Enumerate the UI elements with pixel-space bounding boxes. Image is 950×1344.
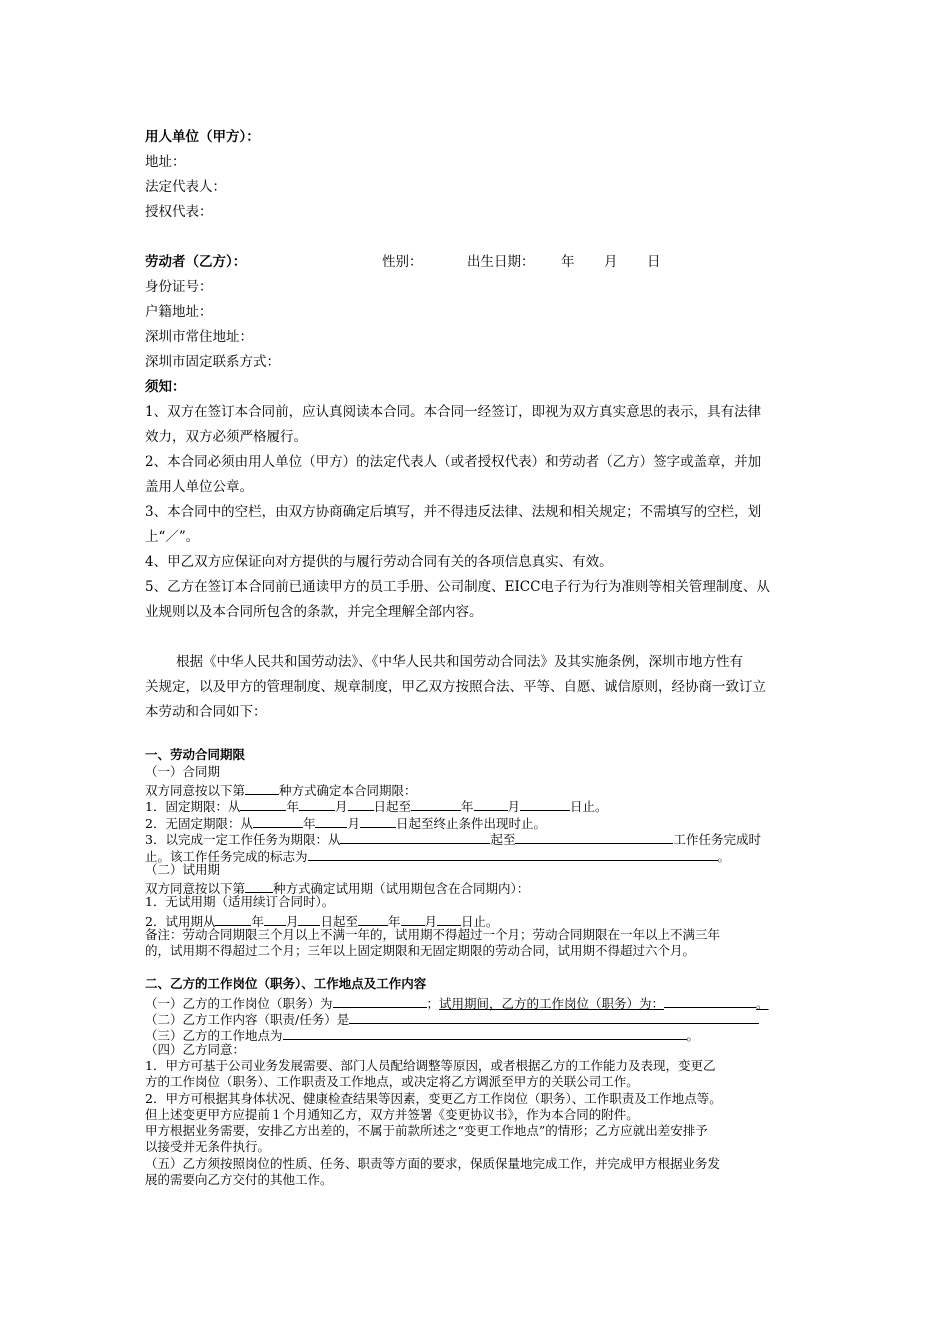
task-start-blank[interactable] — [340, 831, 490, 844]
term-choice-blank[interactable] — [245, 782, 279, 795]
probation-agree-line: 双方同意按以下第 种方式确定试用期（试用期包含在合同期内）： — [145, 881, 530, 896]
preamble-line: 根据《中华人民共和国劳动法》、《中华人民共和国劳动合同法》及其实施条例，深圳市地方性有 — [176, 654, 743, 670]
fixed-start-day-blank[interactable] — [348, 798, 374, 811]
notice-line: 1、双方在签订本合同前，应认真阅读本合同。本合同一经签订，即视为双方真实意思的表示，具有法律 — [145, 404, 762, 420]
notice-line: 业规则以及本合同所包含的条款，并完全理解全部内容。 — [145, 604, 483, 620]
sz-contact-label: 深圳市固定联系方式： — [145, 354, 280, 370]
prob-start-day-blank[interactable] — [298, 913, 320, 926]
notice-line: 上“／”。 — [145, 529, 200, 545]
worker-label: 劳动者（乙方）： — [145, 254, 247, 270]
gender-label: 性别： — [382, 254, 423, 270]
position-blank[interactable] — [333, 995, 427, 1008]
task-mark-blank[interactable] — [308, 848, 718, 861]
task-end-blank[interactable] — [515, 831, 673, 844]
section2-text: 展的需要向乙方交付的其他工作。 — [145, 1172, 333, 1187]
duties-blank[interactable] — [349, 1011, 759, 1024]
legal-rep-label: 法定代表人： — [145, 179, 226, 195]
prob-end-day-blank[interactable] — [437, 913, 461, 926]
employer-label: 用人单位（甲方）： — [145, 129, 260, 145]
task-mark-line: 止。该工作任务完成的标志为 。 — [145, 849, 731, 864]
section1-sub1: （一）合同期 — [145, 764, 221, 779]
birth-month-label: 月 — [604, 254, 618, 270]
prob-start-year-blank[interactable] — [215, 913, 251, 926]
probation-position-blank[interactable] — [664, 995, 756, 1008]
section2-text: 2．甲方可根据其身体状况、健康检查结果等因素，变更乙方工作岗位（职务）、工作职责及工作地点等。 — [145, 1091, 722, 1106]
notice-line: 3、本合同中的空栏，由双方协商确定后填写，并不得违反法律、法规和相关规定；不需填写的空栏，划 — [145, 504, 762, 520]
fixed-start-month-blank[interactable] — [299, 798, 335, 811]
section1-sub2: （二）试用期 — [145, 862, 221, 877]
term-agree-line: 双方同意按以下第 种方式确定本合同期限： — [145, 783, 417, 798]
id-label: 身份证号： — [145, 279, 213, 295]
section2-text: 方的工作岗位（职务）、工作职责及工作地点，或决定将乙方调派至甲方的关联公司工作。 — [145, 1074, 639, 1089]
section2-text: （五）乙方须按照岗位的性质、任务、职责等方面的要求，保质保量地完成工作，并完成甲方根据业务发 — [145, 1156, 721, 1171]
notice-title: 须知： — [145, 379, 186, 395]
section1-title: 一、劳动合同期限 — [145, 747, 246, 762]
prob-end-month-blank[interactable] — [401, 913, 425, 926]
position-line: （一）乙方的工作岗位（职务）为 ；试用期间，乙方的工作岗位（职务）为： 。 — [145, 996, 769, 1011]
address-label: 地址： — [145, 154, 186, 170]
preamble-line: 本劳动和合同如下： — [145, 704, 267, 720]
open-start-year-blank[interactable] — [253, 815, 303, 828]
probation-note-line: 的，试用期不得超过二个月；三年以上固定期限和无固定期限的劳动合同，试用期不得超过六个月。 — [145, 943, 696, 958]
notice-line: 效力，双方必须严格履行。 — [145, 429, 307, 445]
notice-line: 5、乙方在签订本合同前已通读甲方的员工手册、公司制度、EICC电子行为行为准则等相关管理制度、从 — [145, 579, 770, 595]
fixed-end-month-blank[interactable] — [474, 798, 508, 811]
section2-text: 以接受并无条件执行。 — [145, 1139, 271, 1154]
probation-period-line: 2．试用期从 年 月 日起至 年 月 日止。 — [145, 914, 499, 929]
probation-choice-blank[interactable] — [245, 880, 273, 893]
section2-text: 甲方根据业务需要，安排乙方出差的，不属于前款所述之“变更工作地点”的情形；乙方应就出差安排予 — [145, 1123, 708, 1138]
section2-title: 二、乙方的工作岗位（职务）、工作地点及工作内容 — [145, 976, 427, 991]
birth-label: 出生日期： — [467, 254, 535, 270]
fixed-term-line: 1．固定期限：从 年 月 日起至 年 月 日止。 — [145, 799, 608, 814]
fixed-end-day-blank[interactable] — [520, 798, 570, 811]
fixed-end-year-blank[interactable] — [411, 798, 461, 811]
prob-start-month-blank[interactable] — [264, 913, 286, 926]
fixed-start-year-blank[interactable] — [240, 798, 286, 811]
agree-heading: （四）乙方同意： — [145, 1042, 246, 1057]
auth-rep-label: 授权代表： — [145, 204, 213, 220]
sz-address-label: 深圳市常住地址： — [145, 329, 253, 345]
probation-note-line: 备注：劳动合同期限三个月以上不满一年的，试用期不得超过一个月；劳动合同期限在一年以上不满三年 — [145, 927, 721, 942]
section2-text: 但上述变更甲方应提前１个月通知乙方，双方并签署《变更协议书》，作为本合同的附件。 — [145, 1107, 639, 1122]
household-label: 户籍地址： — [145, 304, 213, 320]
workplace-blank[interactable] — [283, 1027, 687, 1040]
open-term-line: 2．无固定期限：从 年 月 日起至终止条件出现时止。 — [145, 816, 547, 831]
no-probation-line: 1．无试用期（适用续订合同时）。 — [145, 894, 335, 909]
task-term-line: 3．以完成一定工作任务为期限：从 起至 工作任务完成时 — [145, 832, 761, 847]
prob-end-year-blank[interactable] — [358, 913, 388, 926]
notice-line: 4、甲乙双方应保证向对方提供的与履行劳动合同有关的各项信息真实、有效。 — [145, 554, 613, 570]
workplace-line: （三）乙方的工作地点为 。 — [145, 1028, 700, 1043]
notice-line: 2、本合同必须由用人单位（甲方）的法定代表人（或者授权代表）和劳动者（乙方）签字或盖章，并加 — [145, 454, 762, 470]
birth-year-label: 年 — [561, 254, 575, 270]
notice-line: 盖用人单位公章。 — [145, 479, 253, 495]
section2-text: 1．甲方可基于公司业务发展需要、部门人员配给调整等原因，或者根据乙方的工作能力及表现，变更乙 — [145, 1058, 716, 1073]
duties-line: （二）乙方工作内容（职责/任务）是 — [145, 1011, 759, 1027]
birth-day-label: 日 — [647, 254, 661, 270]
preamble-line: 关规定，以及甲方的管理制度、规章制度，甲乙双方按照合法、平等、自愿、诚信原则，经协商一致订立 — [145, 679, 766, 695]
open-start-month-blank[interactable] — [315, 815, 347, 828]
open-start-day-blank[interactable] — [360, 815, 396, 828]
